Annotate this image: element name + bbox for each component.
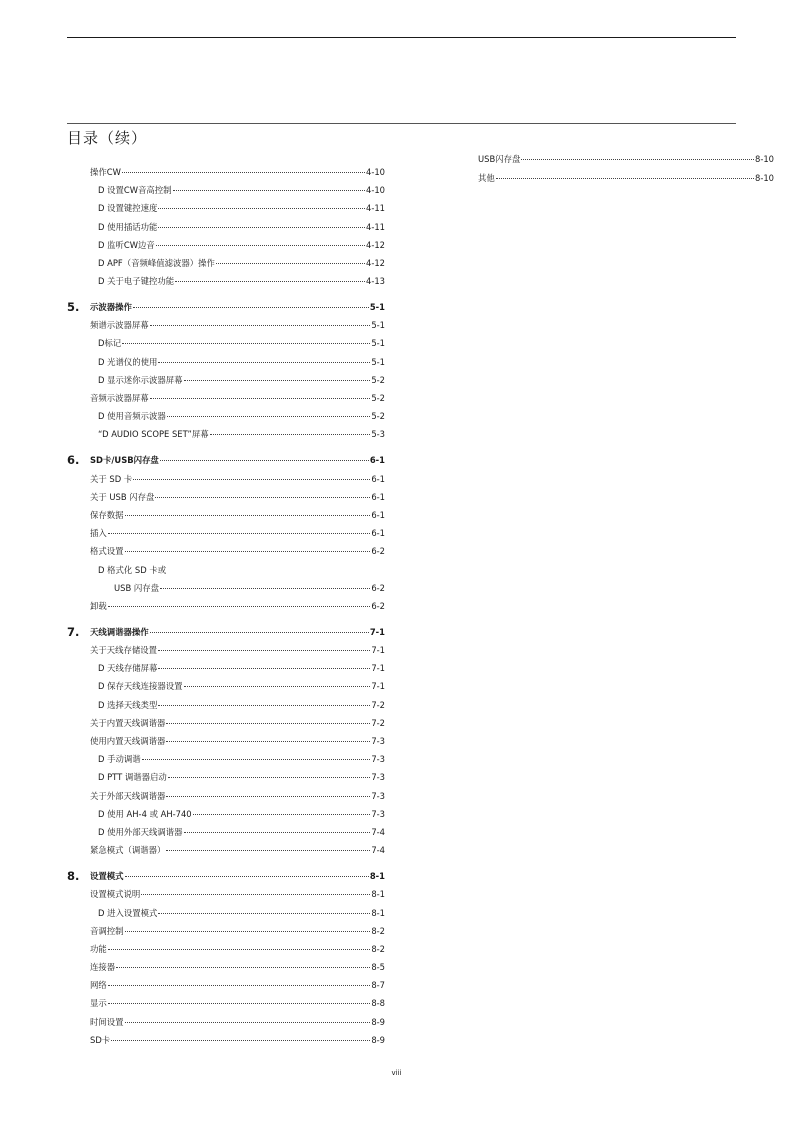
toc-entry-label: D 显示迷你示波器屏幕 xyxy=(98,374,183,385)
toc-page-ref: 8-8 xyxy=(371,998,385,1009)
toc-entry-label: D 进入设置模式 xyxy=(98,907,158,918)
toc-page-ref: 8-1 xyxy=(369,871,385,882)
toc-page-ref: 4-11 xyxy=(365,203,385,214)
dot-leader xyxy=(158,912,370,914)
toc-entry[interactable] xyxy=(67,218,385,236)
toc-chapter-heading[interactable] xyxy=(67,298,385,316)
toc-entry-label: 音频示波器屏幕 xyxy=(90,393,149,404)
title-rule xyxy=(67,123,736,124)
toc-page-ref: 6-2 xyxy=(371,546,385,557)
toc-entry-label: D 设置CW音高控制 xyxy=(98,185,172,196)
dot-leader xyxy=(496,177,754,179)
dot-leader xyxy=(150,631,369,633)
toc-entry[interactable] xyxy=(67,750,385,768)
dot-leader xyxy=(108,532,371,534)
toc-page-ref: 8-1 xyxy=(371,907,385,918)
toc-entry[interactable] xyxy=(67,470,385,488)
chapter-number: 6. xyxy=(67,453,80,468)
toc-page-ref: 8-9 xyxy=(371,1016,385,1027)
toc-page-ref: 8-2 xyxy=(371,925,385,936)
toc-entry[interactable] xyxy=(67,353,385,371)
dot-leader xyxy=(108,948,371,950)
toc-left-column xyxy=(67,163,385,1049)
dot-leader xyxy=(122,171,365,173)
dot-leader xyxy=(166,795,370,797)
toc-entry[interactable] xyxy=(67,714,385,732)
toc-entry-label: 频谱示波器屏幕 xyxy=(90,320,149,331)
dot-leader xyxy=(158,649,370,651)
toc-entry[interactable] xyxy=(67,272,385,290)
toc-entry[interactable] xyxy=(67,904,385,922)
dot-leader xyxy=(167,415,371,417)
toc-entry-label: 时间设置 xyxy=(90,1016,124,1027)
toc-entry[interactable] xyxy=(478,169,774,188)
chapter-number: 8. xyxy=(67,869,80,884)
toc-page-ref: 4-10 xyxy=(365,167,385,177)
dot-leader xyxy=(166,722,370,724)
dot-leader xyxy=(111,1039,370,1041)
toc-entry-label: 其他 xyxy=(478,172,495,183)
toc-entry[interactable] xyxy=(67,958,385,976)
toc-page-ref: 6-1 xyxy=(371,509,385,520)
dot-leader xyxy=(521,158,754,160)
toc-page-ref: 7-3 xyxy=(371,736,385,747)
chapter-number: 7. xyxy=(67,624,80,639)
toc-page-ref: 7-2 xyxy=(371,717,385,728)
toc-entry[interactable] xyxy=(67,542,385,560)
toc-page-ref: 7-2 xyxy=(371,699,385,710)
dot-leader xyxy=(108,605,371,607)
toc-entry[interactable] xyxy=(67,732,385,750)
toc-entry-label: SD卡 xyxy=(90,1034,111,1045)
toc-entry-label: 操作CW xyxy=(90,167,121,177)
toc-entry-label: D 设置键控速度 xyxy=(98,203,158,214)
toc-entry-label: 天线调谐器操作 xyxy=(90,626,149,637)
toc-entry-label: 网络 xyxy=(90,980,107,991)
dot-leader xyxy=(160,459,369,461)
toc-entry-label: D 使用音频示波器 xyxy=(98,411,166,422)
toc-page-ref: 5-3 xyxy=(371,429,385,440)
toc-entry-label: D 光谱仪的使用 xyxy=(98,356,158,367)
dot-leader xyxy=(155,496,370,498)
toc-entry[interactable] xyxy=(67,768,385,786)
toc-entry-label: D标记 xyxy=(98,338,122,349)
toc-chapter-heading[interactable] xyxy=(67,623,385,641)
toc-entry[interactable] xyxy=(67,823,385,841)
toc-entry-label: 显示 xyxy=(90,998,107,1009)
dot-leader xyxy=(184,831,371,833)
toc-entry-label: 设置模式 xyxy=(90,871,124,882)
dot-leader xyxy=(108,984,371,986)
toc-entry[interactable] xyxy=(67,334,385,352)
toc-entry[interactable] xyxy=(67,1013,385,1031)
toc-page-ref: 8-10 xyxy=(754,172,774,183)
toc-entry-label: D 选择天线类型 xyxy=(98,699,158,710)
dot-leader xyxy=(125,930,371,932)
toc-entry[interactable] xyxy=(67,659,385,677)
toc-entry[interactable] xyxy=(67,199,385,217)
toc-page-ref: 4-10 xyxy=(365,185,385,196)
toc-entry-label: D 监听CW边音 xyxy=(98,239,155,250)
dot-leader xyxy=(168,776,371,778)
toc-entry-label: SD卡/USB闪存盘 xyxy=(90,455,159,466)
toc-page-ref: 8-10 xyxy=(754,154,774,164)
dot-leader xyxy=(173,189,365,191)
dot-leader xyxy=(125,514,371,516)
toc-entry[interactable] xyxy=(478,150,774,169)
toc-entry-label: 功能 xyxy=(90,943,107,954)
toc-entry[interactable] xyxy=(67,371,385,389)
toc-entry-label: “D AUDIO SCOPE SET”屏幕 xyxy=(98,429,209,440)
dot-leader xyxy=(158,226,365,228)
toc-page-ref: 7-3 xyxy=(371,808,385,819)
toc-entry[interactable] xyxy=(67,696,385,714)
toc-entry-label: 设置模式说明 xyxy=(90,889,141,900)
dot-leader xyxy=(166,849,370,851)
toc-entry[interactable] xyxy=(67,181,385,199)
toc-entry[interactable] xyxy=(67,561,385,579)
toc-entry-label: 示波器操作 xyxy=(90,302,132,313)
toc-page-ref: 5-2 xyxy=(371,411,385,422)
toc-entry-label: D 使用 AH-4 或 AH-740 xyxy=(98,808,192,819)
toc-entry[interactable] xyxy=(67,841,385,859)
toc-entry[interactable] xyxy=(67,994,385,1012)
toc-page-ref: 7-4 xyxy=(371,826,385,837)
dot-leader xyxy=(133,306,369,308)
toc-page-ref: 8-5 xyxy=(371,962,385,973)
toc-entry-label: D PTT 调谐器启动 xyxy=(98,772,167,783)
toc-entry[interactable] xyxy=(67,579,385,597)
dot-leader xyxy=(150,397,371,399)
toc-entry-label: D 格式化 SD 卡或 xyxy=(98,564,167,575)
toc-entry-label: 关于 SD 卡 xyxy=(90,473,133,484)
toc-page-ref: 5-1 xyxy=(371,320,385,331)
toc-entry-label: 关于外部天线调谐器 xyxy=(90,790,166,801)
toc-page-ref: 8-7 xyxy=(371,980,385,991)
toc-entry-label: 插入 xyxy=(90,528,107,539)
toc-entry[interactable] xyxy=(67,787,385,805)
dot-leader xyxy=(210,433,371,435)
toc-page-ref: 7-1 xyxy=(371,681,385,692)
dot-leader xyxy=(142,758,371,760)
dot-leader xyxy=(158,361,370,363)
dot-leader xyxy=(160,587,370,589)
toc-entry[interactable] xyxy=(67,1031,385,1049)
toc-page-ref: 5-2 xyxy=(371,374,385,385)
toc-entry[interactable] xyxy=(67,805,385,823)
toc-page-ref: 7-3 xyxy=(371,790,385,801)
dot-leader xyxy=(125,1021,371,1023)
toc-page-ref: 5-1 xyxy=(369,302,385,313)
toc-entry-label: 紧急模式（调谐器） xyxy=(90,845,166,856)
toc-entry-label: 保存数据 xyxy=(90,509,124,520)
dot-leader xyxy=(193,813,371,815)
dot-leader xyxy=(122,342,370,344)
toc-page-ref: 6-2 xyxy=(371,600,385,611)
toc-page-ref: 5-2 xyxy=(371,393,385,404)
chapter-number: 5. xyxy=(67,300,80,315)
toc-page-ref: 5-1 xyxy=(371,356,385,367)
toc-chapter-heading[interactable] xyxy=(67,451,385,469)
dot-leader xyxy=(116,966,370,968)
toc-chapter-heading[interactable] xyxy=(67,867,385,885)
toc-page-ref: 8-2 xyxy=(371,943,385,954)
toc-page-ref: 6-1 xyxy=(371,473,385,484)
toc-page-ref: 8-9 xyxy=(371,1034,385,1045)
dot-leader xyxy=(175,280,365,282)
dot-leader xyxy=(158,667,370,669)
toc-page-ref: 6-1 xyxy=(371,528,385,539)
toc-page-ref: 4-12 xyxy=(365,257,385,268)
page-title: 目录（续） xyxy=(67,129,148,147)
toc-entry-label: 关于天线存储设置 xyxy=(90,645,157,656)
dot-leader xyxy=(166,740,370,742)
dot-leader xyxy=(133,478,370,480)
dot-leader xyxy=(216,262,365,264)
toc-entry[interactable] xyxy=(67,254,385,272)
toc-entry[interactable] xyxy=(67,236,385,254)
dot-leader xyxy=(158,207,365,209)
toc-page-ref: 8-1 xyxy=(371,889,385,900)
toc-entry[interactable] xyxy=(67,407,385,425)
toc-page-ref: 6-1 xyxy=(369,455,385,466)
toc-entry-label: D 关于电子键控功能 xyxy=(98,276,175,287)
toc-page-ref: 7-3 xyxy=(371,754,385,765)
toc-entry-label: USB闪存盘 xyxy=(478,154,521,164)
toc-entry[interactable] xyxy=(67,677,385,695)
dot-leader xyxy=(150,324,371,326)
toc-page-ref: 5-1 xyxy=(371,338,385,349)
toc-page-ref: 6-1 xyxy=(371,491,385,502)
toc-entry-label: USB 闪存盘 xyxy=(114,582,159,593)
toc-entry-label: 格式设置 xyxy=(90,546,124,557)
toc-entry[interactable] xyxy=(67,488,385,506)
toc-entry-label: D 保存天线连接器设置 xyxy=(98,681,183,692)
toc-entry-label: D APF（音频峰值滤波器）操作 xyxy=(98,257,215,268)
toc-entry[interactable] xyxy=(67,885,385,903)
dot-leader xyxy=(125,875,369,877)
dot-leader xyxy=(184,379,371,381)
toc-entry-label: 连接器 xyxy=(90,962,116,973)
toc-right-column xyxy=(478,150,774,187)
toc-page-ref: 4-11 xyxy=(365,221,385,232)
toc-entry[interactable] xyxy=(67,163,385,181)
toc-entry[interactable] xyxy=(67,976,385,994)
toc-page-ref: 7-1 xyxy=(371,663,385,674)
toc-entry[interactable] xyxy=(67,922,385,940)
toc-entry[interactable] xyxy=(67,641,385,659)
page-number: viii xyxy=(391,1069,402,1077)
toc-page-ref: 7-1 xyxy=(371,645,385,656)
toc-entry-label: 卸载 xyxy=(90,600,107,611)
toc-entry-label: D 使用外部天线调谐器 xyxy=(98,826,183,837)
toc-entry[interactable] xyxy=(67,940,385,958)
toc-page-ref: 7-3 xyxy=(371,772,385,783)
dot-leader xyxy=(184,685,371,687)
toc-entry-label: 音调控制 xyxy=(90,925,124,936)
toc-page-ref: 4-13 xyxy=(365,276,385,287)
toc-entry[interactable] xyxy=(67,524,385,542)
toc-page-ref: 6-2 xyxy=(371,582,385,593)
dot-leader xyxy=(158,704,370,706)
toc-entry[interactable] xyxy=(67,597,385,615)
toc-entry-label: D 天线存储屏幕 xyxy=(98,663,158,674)
toc-page-ref: 7-1 xyxy=(369,626,385,637)
dot-leader xyxy=(108,1002,371,1004)
toc-entry[interactable] xyxy=(67,316,385,334)
dot-leader xyxy=(141,893,370,895)
toc-entry-label: 关于 USB 闪存盘 xyxy=(90,491,155,502)
toc-entry[interactable] xyxy=(67,389,385,407)
toc-entry-label: D 使用插话功能 xyxy=(98,221,158,232)
top-rule xyxy=(67,37,736,38)
toc-entry-label: D 手动调谐 xyxy=(98,754,141,765)
toc-page-ref: 4-12 xyxy=(365,239,385,250)
toc-entry[interactable] xyxy=(67,425,385,443)
toc-entry-label: 使用内置天线调谐器 xyxy=(90,736,166,747)
toc-entry-label: 关于内置天线调谐器 xyxy=(90,717,166,728)
toc-page-ref: 7-4 xyxy=(371,845,385,856)
dot-leader xyxy=(125,550,371,552)
dot-leader xyxy=(156,244,365,246)
toc-entry[interactable] xyxy=(67,506,385,524)
